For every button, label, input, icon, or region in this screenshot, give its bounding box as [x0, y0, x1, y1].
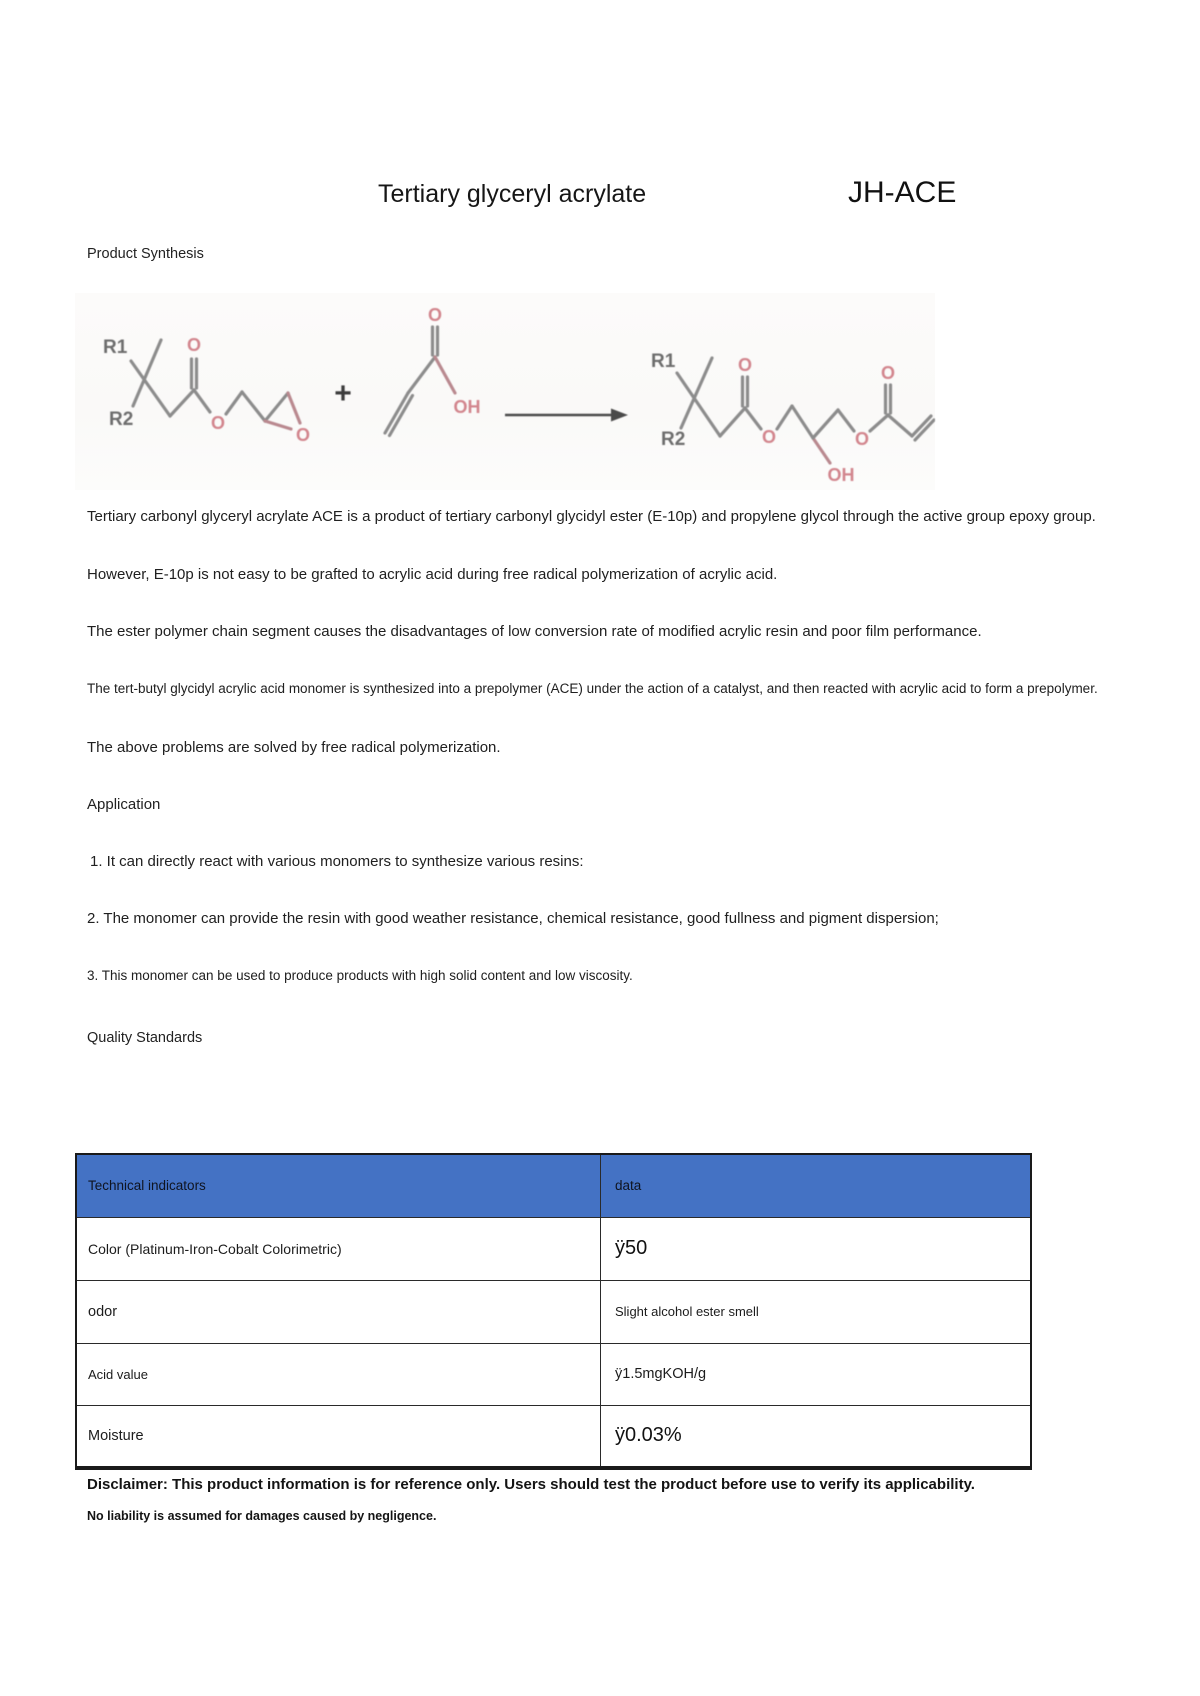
quality-standards-table — [75, 1153, 1032, 1470]
value-cell: ÿ50 — [615, 1237, 648, 1260]
page-title: Tertiary glyceryl acrylate — [378, 180, 647, 208]
carbonyl-o-label: O — [186, 335, 202, 355]
product-ester-o-label: O — [761, 427, 777, 447]
value-cell: Slight alcohol ester smell — [615, 1304, 759, 1320]
acid-oh-label: OH — [453, 397, 481, 417]
application-item: 1. It can directly react with various monomers to synthesize various resins: — [90, 853, 584, 870]
table-row — [77, 1217, 1030, 1280]
indicator-cell: Moisture — [77, 1406, 601, 1466]
paragraph: Tertiary carbonyl glyceryl acrylate ACE is a product of tertiary carbonyl glycidyl ester (E-10p) and propylene glycol through the active group epoxy group. — [87, 508, 1096, 525]
product-code: JH-ACE — [848, 176, 957, 209]
value-cell: ÿ1.5mgKOH/g — [615, 1366, 707, 1383]
table-row — [77, 1280, 1030, 1343]
ester-o-label: O — [210, 413, 226, 433]
application-item: 2. The monomer can provide the resin with good weather resistance, chemical resistance, good fullness and pigment dispersion; — [87, 910, 939, 927]
product-carbonyl2-o-label: O — [880, 363, 896, 383]
product-carbonyl-o-label: O — [737, 355, 753, 375]
table-header-indicators: Technical indicators — [77, 1155, 601, 1217]
paragraph: The ester polymer chain segment causes the disadvantages of low conversion rate of modified acrylic resin and poor film performance. — [87, 623, 982, 640]
table-row — [77, 1405, 1030, 1466]
value-cell: ÿ0.03% — [615, 1424, 682, 1447]
indicator-cell: Color (Platinum-Iron-Cobalt Colorimetric) — [77, 1218, 601, 1280]
reaction-scheme-svg — [75, 293, 935, 490]
section-heading-product-synthesis: Product Synthesis — [87, 246, 204, 262]
section-heading-application: Application — [87, 796, 161, 813]
paragraph: The above problems are solved by free radical polymerization. — [87, 739, 501, 756]
disclaimer-secondary-text: No liability is assumed for damages caused by negligence. — [87, 1509, 437, 1523]
reaction-arrow-icon — [505, 409, 628, 422]
section-heading-quality-standards: Quality Standards — [87, 1030, 203, 1046]
table-header-row — [77, 1155, 1030, 1217]
table-header-data: data — [615, 1178, 642, 1194]
disclaimer-text: Disclaimer: This product information is for reference only. Users should test the product before use to verify its applicability. — [87, 1476, 975, 1493]
product-r1-label: R1 — [651, 351, 676, 372]
product-ester2-o-label: O — [854, 429, 870, 449]
paragraph: The tert-butyl glycidyl acrylic acid monomer is synthesized into a prepolymer (ACE) under the action of a catalyst, and then reacted with acrylic acid to form a prepolymer. — [87, 681, 1098, 696]
epoxide-o-label: O — [295, 425, 311, 445]
plus-icon: + — [334, 377, 352, 410]
product-oh-label: OH — [827, 465, 855, 485]
paragraph: However, E-10p is not easy to be grafted to acrylic acid during free radical polymerization of acrylic acid. — [87, 566, 778, 583]
r2-label: R2 — [109, 409, 134, 430]
table-row — [77, 1343, 1030, 1405]
reaction-scheme — [75, 293, 935, 490]
r1-label: R1 — [103, 337, 128, 358]
application-item: 3. This monomer can be used to produce products with high solid content and low viscosity. — [87, 968, 633, 983]
product-r2-label: R2 — [661, 429, 686, 450]
indicator-cell: odor — [77, 1281, 601, 1343]
acid-carbonyl-o-label: O — [427, 305, 443, 325]
indicator-cell: Acid value — [77, 1344, 601, 1405]
